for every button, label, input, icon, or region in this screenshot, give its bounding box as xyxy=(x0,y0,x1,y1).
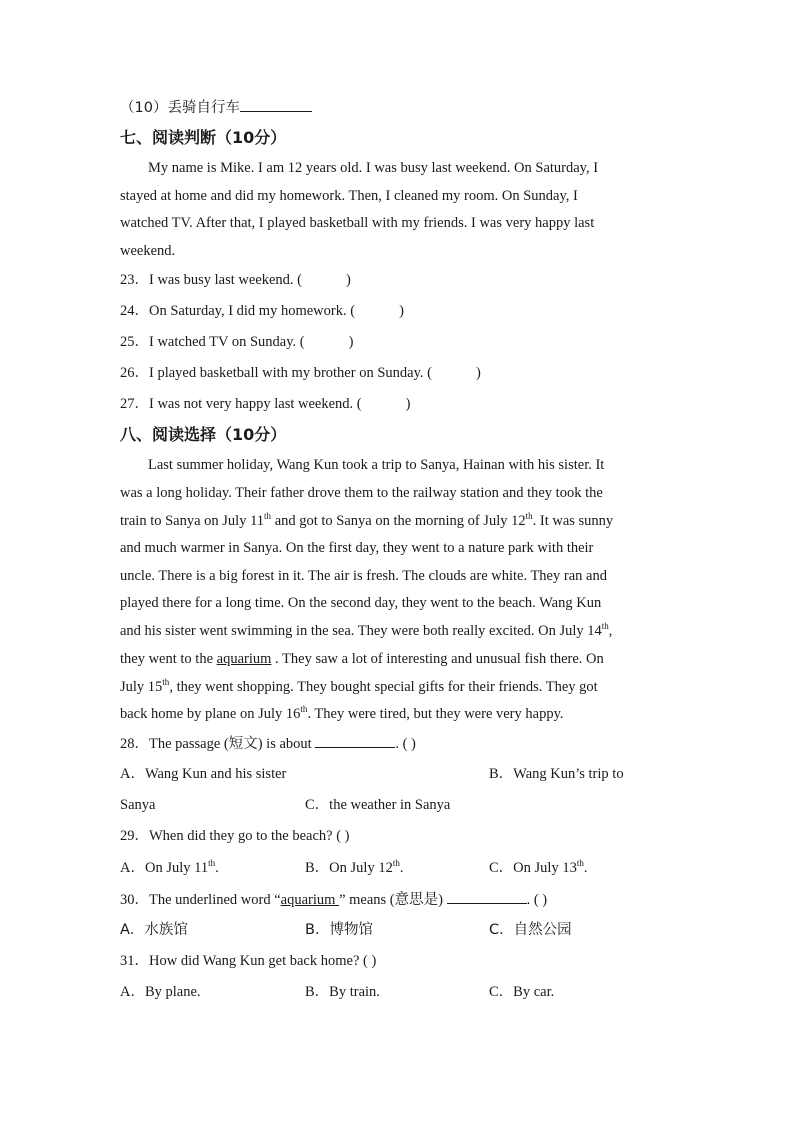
superscript: th xyxy=(162,677,170,688)
option-b[interactable]: B．博物馆 xyxy=(305,922,373,938)
passage-line: My name is Mike. I am 12 years old. I was busy last weekend. On Saturday, I xyxy=(148,160,599,176)
option-b[interactable] xyxy=(305,858,403,878)
question-30 xyxy=(120,889,547,910)
passage-line: stayed at home and did my homework. Then, I cleaned my room. On Sunday, I xyxy=(120,188,578,204)
underlined-word: aquarium xyxy=(280,892,340,908)
text: . They saw a lot of interesting and unusual fish there. On xyxy=(271,651,604,667)
superscript: th xyxy=(601,621,609,632)
option-b[interactable]: B．By train. xyxy=(305,984,380,1000)
superscript: th xyxy=(264,511,272,522)
answer-blank[interactable] xyxy=(315,733,395,748)
passage-line: watched TV. After that, I played basketball with my friends. I was very happy last xyxy=(120,215,595,231)
option-b-continued: Sanya xyxy=(120,797,156,813)
option-a[interactable]: A．By plane. xyxy=(120,984,201,1000)
superscript: th xyxy=(392,858,400,869)
passage-line: played there for a long time. On the second day, they went to the beach. Wang Kun xyxy=(120,595,602,611)
item-10-text: （10）丢骑自行车 xyxy=(120,100,240,116)
text: , xyxy=(608,623,613,639)
option-a[interactable]: A．Wang Kun and his sister xyxy=(120,766,287,782)
passage-line xyxy=(120,704,564,724)
question-27 xyxy=(120,394,410,414)
option-c[interactable]: C．自然公园 xyxy=(489,922,572,938)
option-a[interactable]: A．水族馆 xyxy=(120,922,188,938)
option-c[interactable]: C．the weather in Sanya xyxy=(305,797,451,813)
text: . xyxy=(583,860,588,876)
passage-line: was a long holiday. Their father drove them to the railway station and they took the xyxy=(120,485,603,501)
text: . xyxy=(399,860,404,876)
paren: ) xyxy=(475,365,481,381)
text: July 15 xyxy=(120,679,163,695)
question-text: 23．I was busy last weekend. ( xyxy=(120,272,303,288)
option-text: B．On July 12 xyxy=(305,860,393,876)
item-10 xyxy=(120,97,312,118)
question-text: 30．The underlined word “ xyxy=(120,892,281,908)
superscript: th xyxy=(576,858,584,869)
superscript: th xyxy=(208,858,216,869)
text: back home by plane on July 16 xyxy=(120,706,301,722)
passage-line xyxy=(120,511,613,531)
question-text: ” means (意思是) xyxy=(339,892,443,908)
paren: ) xyxy=(399,303,404,319)
passage-line xyxy=(120,677,598,697)
section-7-heading: 七、阅读判断（10分） xyxy=(120,128,287,147)
question-text: 26．I played basketball with my brother on Sunday. ( xyxy=(120,365,432,381)
passage-line xyxy=(120,649,604,669)
option-a[interactable] xyxy=(120,858,219,878)
option-c[interactable] xyxy=(489,858,587,878)
text: they went to the xyxy=(120,651,217,667)
question-text: 25．I watched TV on Sunday. ( xyxy=(120,334,305,350)
option-b[interactable]: B．Wang Kun’s trip to xyxy=(489,766,624,782)
option-c[interactable]: C．By car. xyxy=(489,984,555,1000)
passage-line: weekend. xyxy=(120,243,176,259)
question-text: . ( ) xyxy=(526,892,548,908)
paren: ) xyxy=(346,272,351,288)
passage-line xyxy=(120,621,612,641)
underlined-word: aquarium xyxy=(216,651,272,667)
superscript: th xyxy=(525,511,533,522)
text: , they went shopping. They bought special gifts for their friends. They got xyxy=(169,679,598,695)
paren: ) xyxy=(405,396,411,412)
answer-blank[interactable] xyxy=(240,97,312,112)
text: . They were tired, but they were very happy. xyxy=(307,706,564,722)
text: . It was sunny xyxy=(532,513,614,529)
section-8-heading: 八、阅读选择（10分） xyxy=(120,425,287,444)
question-26 xyxy=(120,363,481,383)
answer-blank[interactable] xyxy=(447,889,527,904)
option-text: C．On July 13 xyxy=(489,860,577,876)
passage-line: and much warmer in Sanya. On the first day, they went to a nature park with their xyxy=(120,540,594,556)
text: train to Sanya on July 11 xyxy=(120,513,265,529)
text: and his sister went swimming in the sea. They were both really excited. On July 14 xyxy=(120,623,602,639)
question-23 xyxy=(120,270,351,290)
paren: ) xyxy=(348,334,354,350)
passage-line: uncle. There is a big forest in it. The air is fresh. The clouds are white. They ran and xyxy=(120,568,607,584)
passage-line: Last summer holiday, Wang Kun took a trip to Sanya, Hainan with his sister. It xyxy=(148,457,605,473)
question-text: . ( ) xyxy=(395,736,416,752)
question-text: 24．On Saturday, I did my homework. ( xyxy=(120,303,356,319)
question-24 xyxy=(120,301,404,321)
text: . xyxy=(215,860,219,876)
superscript: th xyxy=(300,704,308,715)
question-25 xyxy=(120,332,353,352)
text: and got to Sanya on the morning of July 12 xyxy=(271,513,526,529)
option-text: A．On July 11 xyxy=(120,860,209,876)
question-text: 28．The passage (短文) is about xyxy=(120,736,312,752)
question-28 xyxy=(120,733,416,754)
question-text: 27．I was not very happy last weekend. ( xyxy=(120,396,362,412)
question-31: 31．How did Wang Kun get back home? ( ) xyxy=(120,953,377,969)
question-29: 29．When did they go to the beach? ( ) xyxy=(120,828,350,844)
